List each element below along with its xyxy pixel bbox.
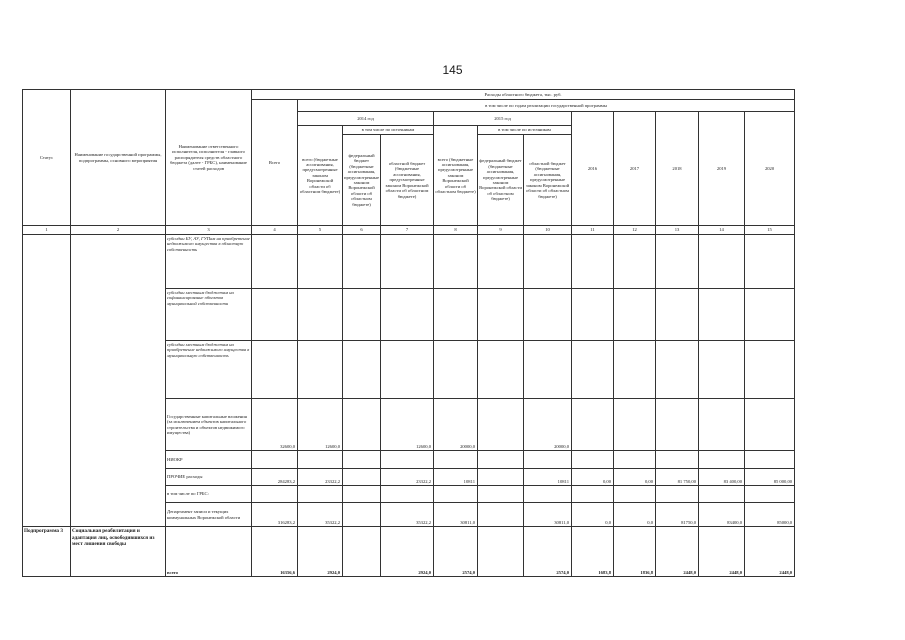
header-federal-2015: федеральный бюджет (бюджетные ассигнования, предусмотренные законом Воронежской области об областном бюджете) (478, 135, 524, 226)
cell-2014-regional: 35322,2 (381, 503, 434, 527)
header-2017: 2017 (614, 112, 656, 226)
header-all-2014: всего (бюджетные ассигнования, предусмотренные законом Воронежской области об областном бюджете) (298, 126, 343, 226)
cell-2017: 0,00 (614, 469, 656, 486)
row-label: ПРОЧИЕ расходы (166, 469, 252, 486)
cell-total: 284283,2 (252, 469, 298, 486)
header-federal-2014: федеральный бюджет (бюджетные ассигнования, предусмотренные законом Воронежской области об областном бюджете) (343, 135, 381, 226)
header-2020: 2020 (745, 112, 795, 226)
header-2018: 2018 (656, 112, 699, 226)
col-number: 13 (656, 226, 699, 235)
cell-2014-all: 12600,0 (298, 399, 343, 451)
col-number: 14 (699, 226, 745, 235)
col-number: 3 (166, 226, 252, 235)
col-number: 15 (745, 226, 795, 235)
cell-2014-all: 23322,2 (298, 469, 343, 486)
cell-2015-all: 30811,0 (434, 503, 478, 527)
header-year-2015: 2015 год (434, 112, 572, 126)
cell-2014-regional: 2924,0 (381, 527, 434, 577)
col-number: 10 (524, 226, 572, 235)
col-number: 12 (614, 226, 656, 235)
header-including-years: в том числе по годам реализации государственной программы (298, 100, 795, 112)
cell-2020: 85000,0 (745, 503, 795, 527)
cell-2015-all: 2574,0 (434, 527, 478, 577)
cell-2020: 2448,0 (745, 527, 795, 577)
col-number: 5 (298, 226, 343, 235)
cell-2016: 0,0 (572, 503, 614, 527)
cell-2014-all: 35322,2 (298, 503, 343, 527)
cell-2019: 83 400,00 (699, 469, 745, 486)
table-row (23, 235, 795, 289)
header-2019: 2019 (699, 112, 745, 226)
col-number: 11 (572, 226, 614, 235)
header-total: Всего (252, 100, 298, 226)
cell-total: 32600,0 (252, 399, 298, 451)
row-label: НИОКР (166, 451, 252, 469)
row-label: Государственные капитальные вложения (за исключением объектов капитального строительства и объектов недвижимого имущества) (166, 399, 252, 451)
subprogram-name: Социальная реабилитация и адаптация лиц, освободившихся из мест лишения свободы (71, 527, 166, 577)
header-all-2015: всего (бюджетные ассигнования, предусмотренные законом Воронежской области об областном бюджете) (434, 126, 478, 226)
cell-total: 16356,6 (252, 527, 298, 577)
cell-2014-all: 2924,0 (298, 527, 343, 577)
cell-total: 316283,2 (252, 503, 298, 527)
col-number: 4 (252, 226, 298, 235)
subprogram-status: Подпрограмма 3 (23, 527, 71, 577)
cell-2017: 0,0 (614, 503, 656, 527)
cell-2019: 2448,0 (699, 527, 745, 577)
program-cell-empty (71, 235, 166, 527)
cell-2015-regional: 2574,0 (524, 527, 572, 577)
header-program-name: Наименование государственной программы, подпрограммы, основного мероприятия (71, 90, 166, 226)
cell-2019: 83400,0 (699, 503, 745, 527)
budget-table (22, 89, 795, 577)
header-regional-2015: областной бюджет (бюджетные ассигнования, предусмотренные законом Воронежской области об областном бюджете) (524, 135, 572, 226)
column-numbers-row (23, 226, 795, 235)
header-regional-2014: областной бюджет (бюджетные ассигнования, предусмотренные законом Воронежской области об областном бюджете) (381, 135, 434, 226)
cell-2016: 0,00 (572, 469, 614, 486)
header-year-2014: 2014 год (298, 112, 434, 126)
page-number: 145 (442, 63, 463, 77)
header-incl-sources-2014: в том числе по источникам (343, 126, 434, 135)
row-label: субсидии местным бюджетам на софинансирование объектов муниципальной собственности (166, 289, 252, 341)
col-number: 6 (343, 226, 381, 235)
cell-2014-regional: 12600,0 (381, 399, 434, 451)
cell-2016: 1683,8 (572, 527, 614, 577)
cell-2015-all: 20000,0 (434, 399, 478, 451)
col-number: 9 (478, 226, 524, 235)
col-number: 8 (434, 226, 478, 235)
cell-2018: 81750,0 (656, 503, 699, 527)
cell-2020: 85 000,00 (745, 469, 795, 486)
cell-2015-all: 10811 (434, 469, 478, 486)
cell-2018: 2448,0 (656, 527, 699, 577)
col-number: 1 (23, 226, 71, 235)
cell-2015-regional: 10811 (524, 469, 572, 486)
status-cell-empty (23, 235, 71, 527)
header-incl-sources-2015: в том числе по источникам (478, 126, 572, 135)
header-2016: 2016 (572, 112, 614, 226)
cell-2017: 1836,8 (614, 527, 656, 577)
header-expenses-title: Расходы областного бюджета, тыс. руб. (252, 90, 795, 100)
cell-2015-regional: 20000,0 (524, 399, 572, 451)
header-status: Статус (23, 90, 71, 226)
row-label: всего (166, 527, 252, 577)
row-label: субсидии местным бюджетам на приобретение недвижимого имущества в муниципальную собственность (166, 341, 252, 399)
row-label: в том числе по ГРБС: (166, 486, 252, 503)
header-executor: Наименование ответственного исполнителя, исполнителя - главного распорядителя средств областного бюджета (далее - ГРБС), наименование статей расходов (166, 90, 252, 226)
row-label: субсидии БУ, АУ, ГУПам на приобретение недвижимого имущества в областную собственность (166, 235, 252, 289)
col-number: 7 (381, 226, 434, 235)
col-number: 2 (71, 226, 166, 235)
row-label: Департамент записи и текущих коммунальных Воронежской области (166, 503, 252, 527)
cell-2014-regional: 23322,2 (381, 469, 434, 486)
cell-2018: 81 750,00 (656, 469, 699, 486)
table-row (23, 527, 795, 577)
cell-2015-regional: 30811,0 (524, 503, 572, 527)
